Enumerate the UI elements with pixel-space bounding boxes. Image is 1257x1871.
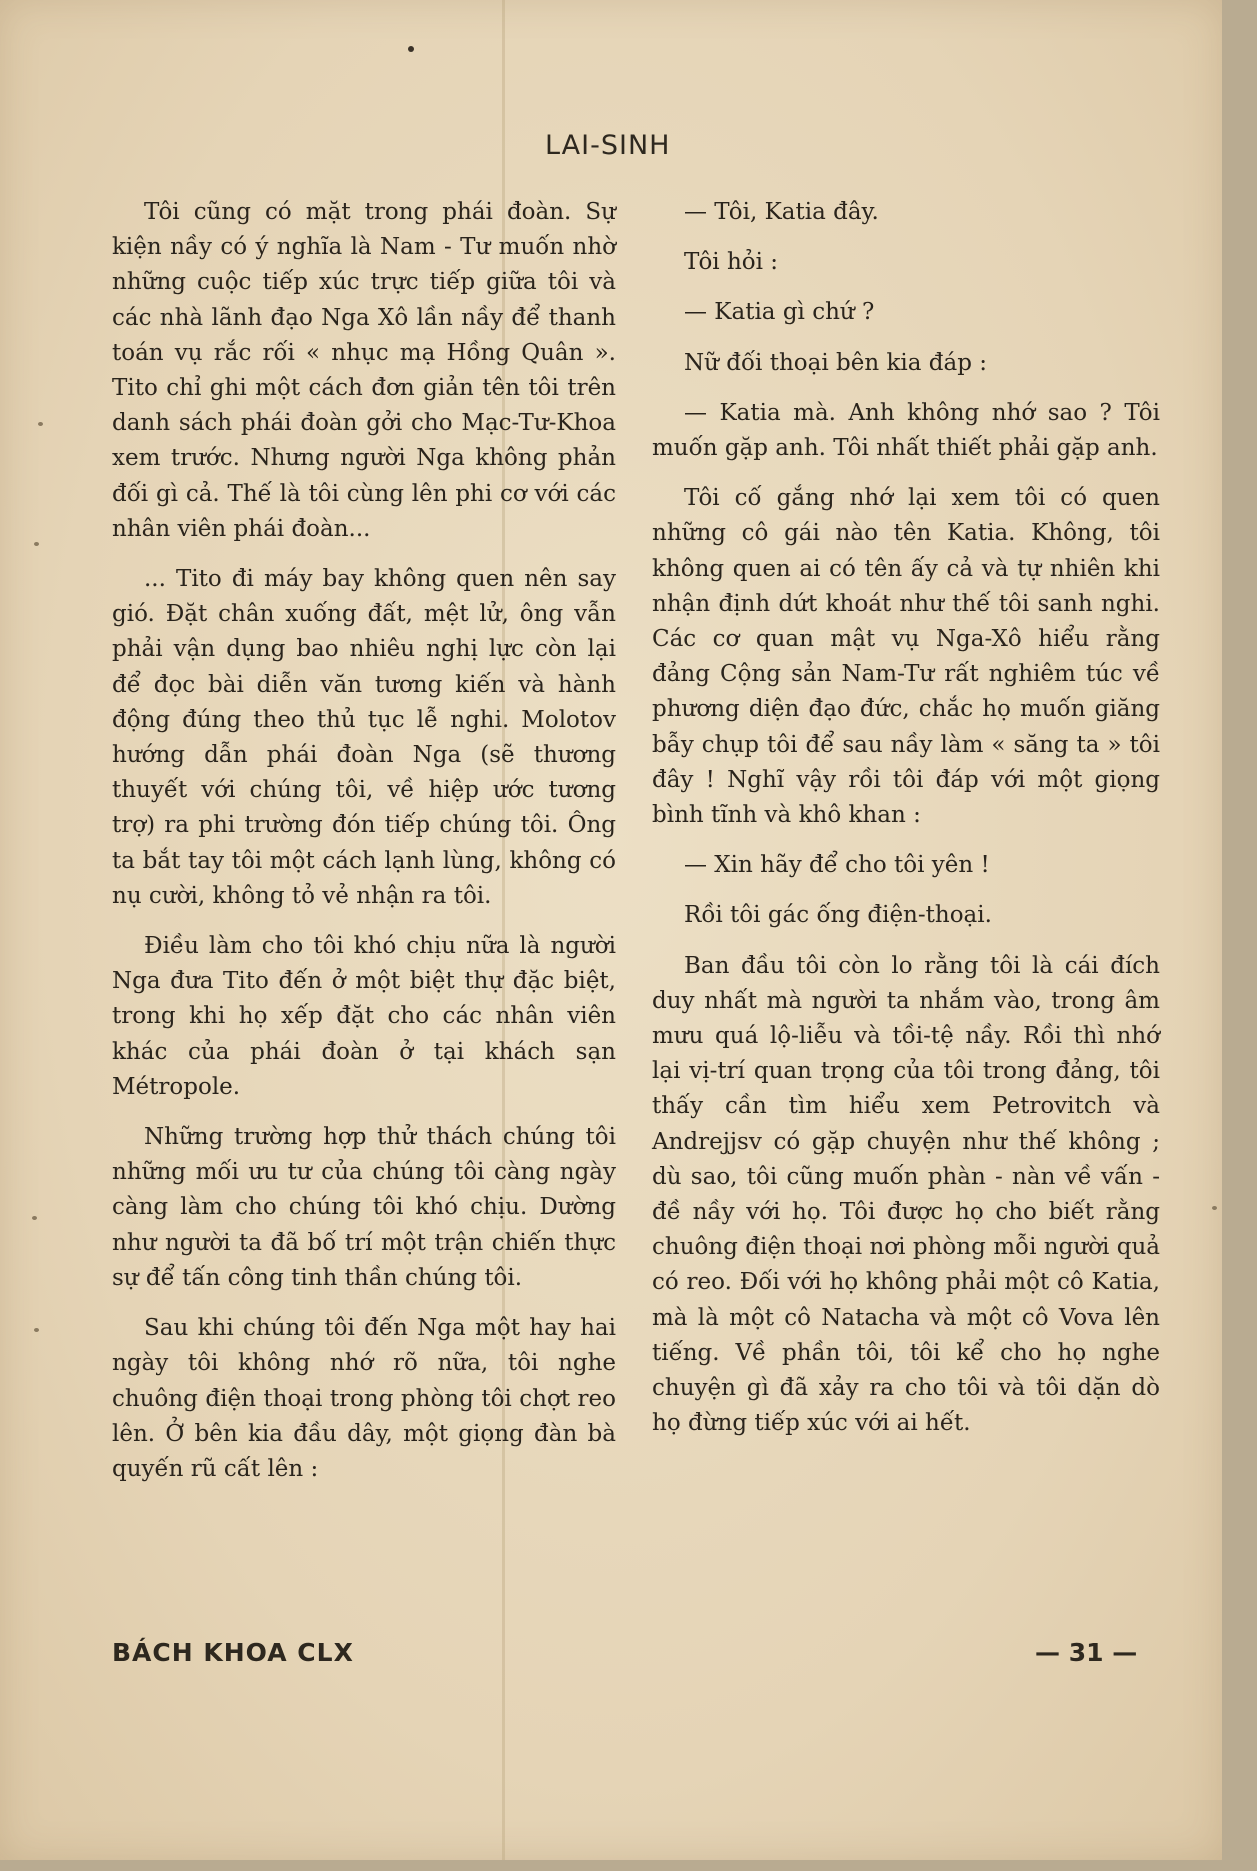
paragraph: Điều làm cho tôi khó chịu nữa là người Nga đưa Tito đến ở một biệt thự đặc biệt, trong khi họ xếp đặt cho các nhân viên khác của phái đoàn ở tại khách sạn Métropole.	[112, 933, 616, 1100]
paragraph: Tôi cũng có mặt trong phái đoàn. Sự kiện nầy có ý nghĩa là Nam - Tư muốn nhờ những cuộc tiếp xúc trực tiếp giữa tôi và các nhà lãnh đạo Nga Xô lần nầy để thanh toán vụ rắc rối « nhục mạ Hồng Quân ». Tito chỉ ghi một cách đơn giản tên tôi trên danh sách phái đoàn gởi cho Mạc-Tư-Khoa xem trước. Nhưng người Nga không phản đối gì cả. Thế là tôi cùng lên phi cơ với các nhân viên phái đoàn...	[112, 199, 616, 542]
paragraph: ... Tito đi máy bay không quen nên say gió. Đặt chân xuống đất, mệt lử, ông vẫn phải vận dụng bao nhiêu nghị lực còn lại để đọc bài diễn văn tương kiến và hành động đúng theo thủ tục lễ nghi. Molotov hướng dẫn phái đoàn Nga (sẽ thương thuyết với chúng tôi, về hiệp ước tương trợ) ra phi trường đón tiếp chúng tôi. Ông ta bắt tay tôi một cách lạnh lùng, không có nụ cười, không tỏ vẻ nhận ra tôi.	[112, 566, 616, 909]
page-number: — 31 —	[1035, 1638, 1138, 1667]
paragraph: Rồi tôi gác ống điện-thoại.	[684, 902, 992, 929]
paragraph: Sau khi chúng tôi đến Nga một hay hai ngày tôi không nhớ rõ nữa, tôi nghe chuông điện thoại trong phòng tôi chợt reo lên. Ở bên kia đầu dây, một giọng đàn bà quyến rũ cất lên :	[112, 1315, 616, 1482]
dialogue-line: — Katia gì chứ ?	[684, 299, 875, 326]
paragraph: Tôi cố gắng nhớ lại xem tôi có quen những cô gái nào tên Katia. Không, tôi không quen ai có tên ấy cả và tự nhiên khi nhận định dứt khoát như thế tôi sanh nghi. Các cơ quan mật vụ Nga-Xô hiểu rằng đảng Cộng sản Nam-Tư rất nghiêm túc về phương diện đạo đức, chắc họ muốn giăng bẫy chụp tôi để sau nầy làm « săng ta » tôi đây ! Nghĩ vậy rồi tôi đáp với một giọng bình tĩnh và khô khan :	[652, 485, 1160, 829]
paragraph: Nữ đối thoại bên kia đáp :	[684, 349, 987, 376]
paragraph: Tôi hỏi :	[684, 249, 779, 276]
paragraph: Ban đầu tôi còn lo rằng tôi là cái đích duy nhất mà người ta nhắm vào, trong âm mưu quá lộ-liễu và tồi-tệ nầy. Rồi thì nhớ lại vị-trí quan trọng của tôi trong đảng, tôi thấy cần tìm hiểu xem Petrovitch và Andrejjsv có gặp chuyện như thế không ; dù sao, tôi cũng muốn phàn - nàn về vấn - đề nầy với họ. Tôi được họ cho biết rằng chuông điện thoại nơi phòng mỗi người quả có reo. Đối với họ không phải một cô Katia, mà là một cô Natacha và một cô Vova lên tiếng. Về phần tôi, tôi kể cho họ nghe chuyện gì đã xảy ra cho tôi và tôi dặn dò họ đừng tiếp xúc với ai hết.	[652, 952, 1160, 1437]
running-title: LAI-SINH	[545, 130, 671, 161]
paragraph: Những trường hợp thử thách chúng tôi những mối ưu tư của chúng tôi càng ngày càng làm cho chúng tôi khó chịu. Dường như người ta đã bố trí một trận chiến thực sự để tấn công tinh thần chúng tôi.	[112, 1124, 616, 1291]
paper-speck	[1212, 1206, 1217, 1210]
paper-speck	[38, 422, 43, 426]
dialogue-line: — Tôi, Katia đây.	[684, 199, 879, 225]
paper-speck	[34, 1328, 39, 1332]
publication-footer: BÁCH KHOA CLX	[112, 1638, 354, 1667]
right-column	[652, 195, 1160, 1457]
paper-speck	[32, 1216, 37, 1220]
left-column	[112, 195, 616, 1502]
printer-dot-mark	[408, 46, 414, 52]
dialogue-line: — Xin hãy để cho tôi yên !	[684, 852, 990, 879]
paper-speck	[34, 542, 39, 546]
dialogue-line: — Katia mà. Anh không nhớ sao ? Tôi muốn gặp anh. Tôi nhất thiết phải gặp anh.	[652, 399, 1160, 462]
